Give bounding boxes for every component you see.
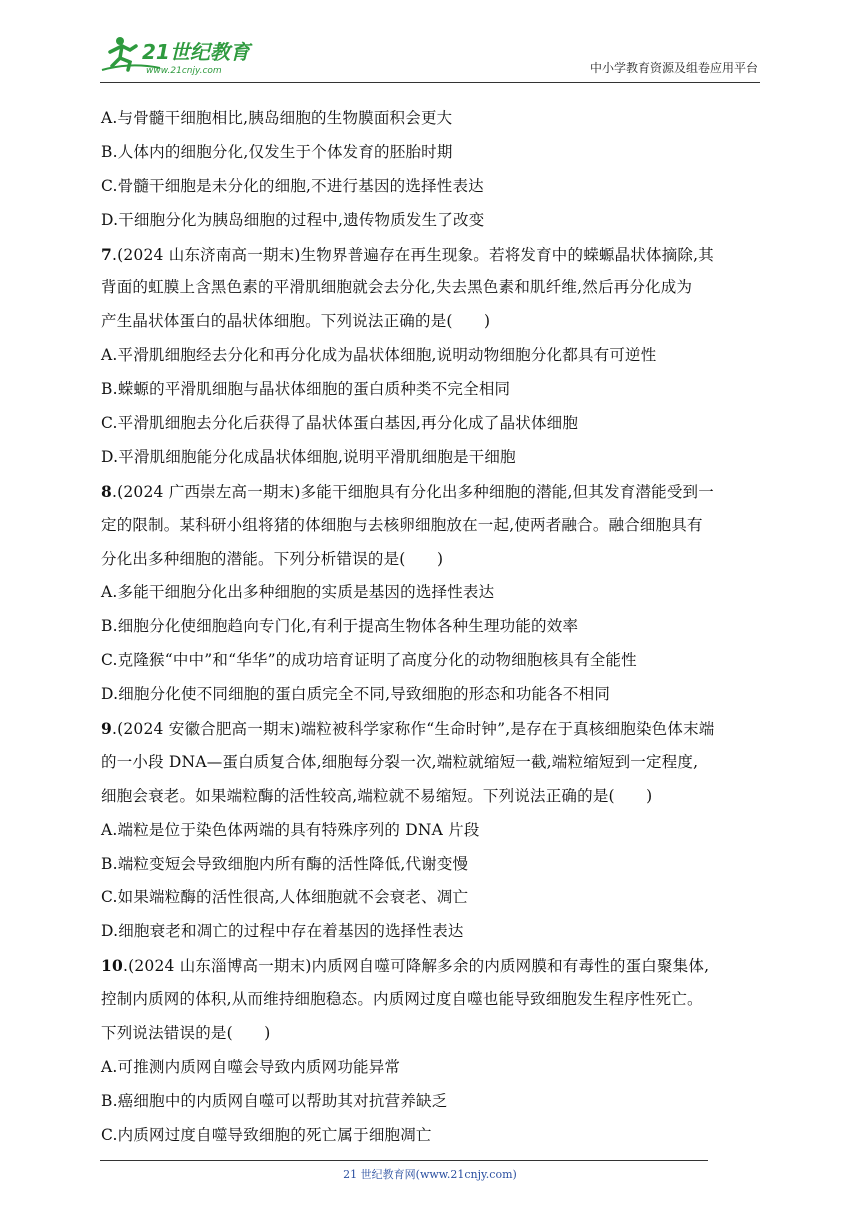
- line-text: C.如果端粒酶的活性很高,人体细胞就不会衰老、凋亡: [101, 888, 469, 907]
- line-text: B.细胞分化使细胞趋向专门化,有利于提高生物体各种生理功能的效率: [101, 617, 579, 636]
- line-text: 下列说法错误的是( ): [101, 1024, 271, 1043]
- footer-divider: [100, 1160, 708, 1161]
- question-number: 8: [101, 481, 112, 501]
- text-line: [101, 644, 763, 678]
- text-line: [101, 780, 763, 814]
- text-line: [101, 1085, 763, 1119]
- svg-text:21世纪教育: 21世纪教育: [142, 40, 250, 64]
- text-line: [101, 102, 763, 136]
- text-line: [101, 339, 763, 373]
- text-line: [101, 712, 763, 746]
- line-text: .(2024 山东济南高一期末)生物界普遍存在再生现象。若将发育中的蝾螈晶状体摘除,其: [112, 245, 714, 264]
- text-line: [101, 238, 763, 272]
- line-text: .(2024 山东淄博高一期末)内质网自噬可降解多余的内质网膜和有毒性的蛋白聚集体,: [122, 957, 710, 976]
- text-line: [101, 204, 763, 238]
- question-number: 10: [101, 956, 123, 976]
- line-text: A.端粒是位于染色体两端的具有特殊序列的 DNA 片段: [101, 820, 480, 839]
- text-line: [101, 1051, 763, 1085]
- text-line: [101, 610, 763, 644]
- line-text: 背面的虹膜上含黑色素的平滑肌细胞就会去分化,失去黑色素和肌纤维,然后再分化成为: [101, 278, 693, 297]
- line-text: A.与骨髓干细胞相比,胰岛细胞的生物膜面积会更大: [101, 109, 453, 127]
- line-text: A.可推测内质网自噬会导致内质网功能异常: [101, 1057, 401, 1076]
- text-line: [101, 509, 763, 543]
- question-number: 9: [101, 719, 112, 739]
- line-text: D.细胞分化使不同细胞的蛋白质完全不同,导致细胞的形态和功能各不相同: [101, 685, 611, 704]
- line-text: 细胞会衰老。如果端粒酶的活性较高,端粒就不易缩短。下列说法正确的是( ): [101, 786, 653, 805]
- platform-name: 中小学教育资源及组卷应用平台: [589, 61, 758, 75]
- line-text: C.骨髓干细胞是未分化的细胞,不进行基因的选择性表达: [101, 176, 484, 195]
- text-line: [101, 136, 763, 170]
- question-content: [101, 102, 763, 1153]
- text-line: [101, 170, 763, 204]
- text-line: [101, 949, 763, 983]
- line-text: 定的限制。某科研小组将猪的体细胞与去核卵细胞放在一起,使两者融合。融合细胞具有: [101, 515, 703, 534]
- line-text: D.平滑肌细胞能分化成晶状体细胞,说明平滑肌细胞是干细胞: [101, 447, 516, 466]
- page-header: [100, 30, 760, 83]
- text-line: [101, 441, 763, 475]
- line-text: B.人体内的细胞分化,仅发生于个体发育的胚胎时期: [101, 142, 453, 161]
- question-number: 7: [101, 244, 112, 264]
- line-text: A.平滑肌细胞经去分化和再分化成为晶状体细胞,说明动物细胞分化都具有可逆性: [101, 346, 657, 365]
- text-line: [101, 1017, 763, 1051]
- text-line: [101, 678, 763, 712]
- text-line: [101, 373, 763, 407]
- line-text: B.癌细胞中的内质网自噬可以帮助其对抗营养缺乏: [101, 1091, 448, 1110]
- text-line: [101, 814, 763, 848]
- line-text: 产生晶状体蛋白的晶状体细胞。下列说法正确的是( ): [101, 312, 491, 331]
- page-footer: 21 世纪教育网(www.21cnjy.com): [343, 1168, 517, 1181]
- text-line: [101, 746, 763, 780]
- text-line: [101, 1119, 763, 1153]
- line-text: C.平滑肌细胞去分化后获得了晶状体蛋白基因,再分化成了晶状体细胞: [101, 414, 579, 433]
- text-line: [101, 271, 763, 305]
- text-line: [101, 407, 763, 441]
- line-text: B.端粒变短会导致细胞内所有酶的活性降低,代谢变慢: [101, 854, 469, 873]
- line-text: 的一小段 DNA—蛋白质复合体,细胞每分裂一次,端粒就缩短一截,端粒缩短到一定程度,: [101, 752, 699, 771]
- line-text: D.细胞衰老和凋亡的过程中存在着基因的选择性表达: [101, 922, 464, 941]
- line-text: D.干细胞分化为胰岛细胞的过程中,遗传物质发生了改变: [101, 210, 485, 229]
- svg-text:www.21cnjy.com: www.21cnjy.com: [146, 66, 222, 76]
- line-text: C.内质网过度自噬导致细胞的死亡属于细胞凋亡: [101, 1125, 432, 1144]
- text-line: [101, 543, 763, 577]
- line-text: .(2024 安徽合肥高一期末)端粒被科学家称作“生命时钟”,是存在于真核细胞染色体末端: [112, 720, 715, 739]
- line-text: 控制内质网的体积,从而维持细胞稳态。内质网过度自噬也能导致细胞发生程序性死亡。: [101, 990, 703, 1009]
- text-line: [101, 848, 763, 882]
- site-logo[interactable]: [100, 32, 260, 78]
- text-line: [101, 983, 763, 1017]
- text-line: [101, 576, 763, 610]
- text-line: [101, 881, 763, 915]
- line-text: 分化出多种细胞的潜能。下列分析错误的是( ): [101, 549, 444, 568]
- text-line: [101, 915, 763, 949]
- text-line: [101, 305, 763, 339]
- line-text: B.蝾螈的平滑肌细胞与晶状体细胞的蛋白质种类不完全相同: [101, 380, 511, 399]
- line-text: .(2024 广西崇左高一期末)多能干细胞具有分化出多种细胞的潜能,但其发育潜能受到一: [112, 482, 714, 501]
- line-text: A.多能干细胞分化出多种细胞的实质是基因的选择性表达: [101, 583, 495, 602]
- text-line: [101, 475, 763, 509]
- line-text: C.克隆猴“中中”和“华华”的成功培育证明了高度分化的动物细胞核具有全能性: [101, 651, 637, 670]
